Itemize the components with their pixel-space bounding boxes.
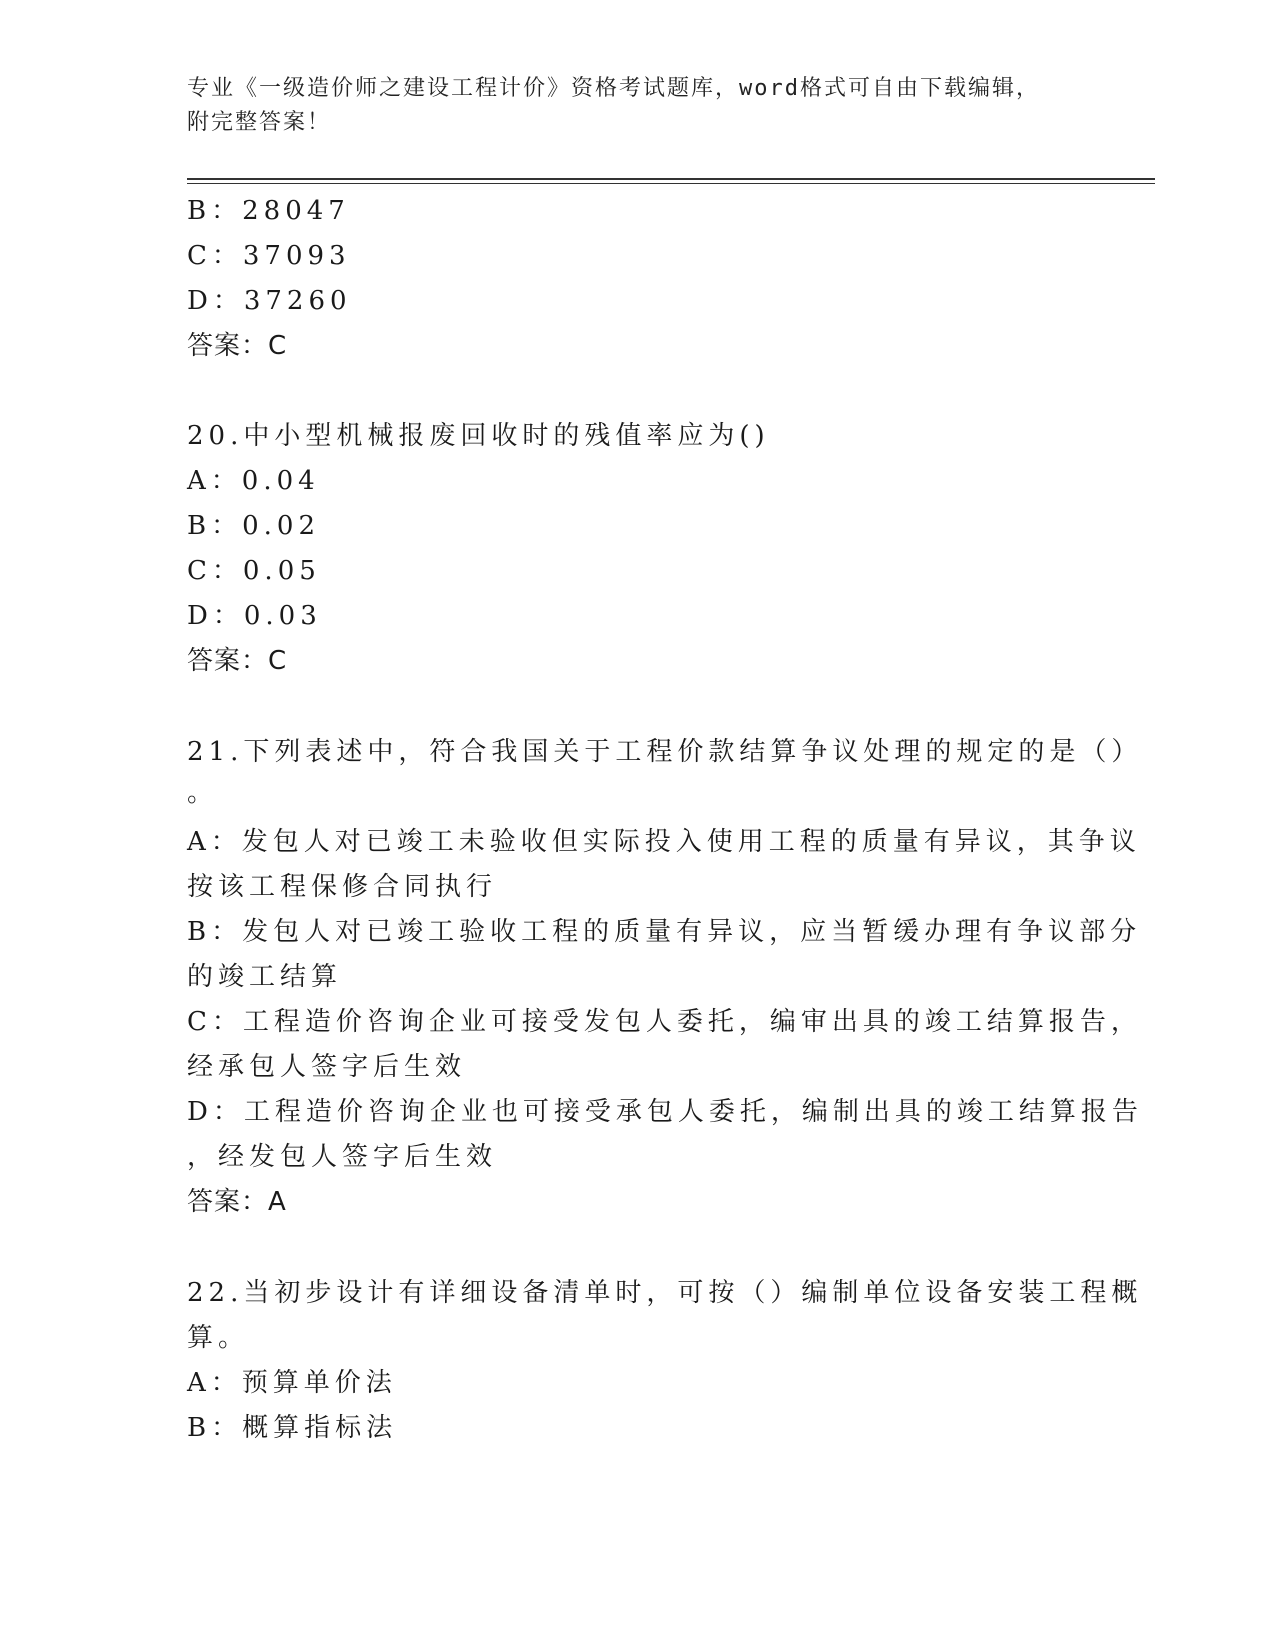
header-line-1: 专业《一级造价师之建设工程计价》资格考试题库，word格式可自由下载编辑， bbox=[187, 76, 1040, 101]
header-line-2: 附完整答案！ bbox=[187, 110, 332, 135]
option-d-continued: ，经发包人签字后生效 bbox=[187, 1142, 498, 1172]
option-b: B：发包人对已竣工验收工程的质量有异议，应当暂缓办理有争议部分 bbox=[187, 917, 1142, 947]
option-a: A：0.04 bbox=[187, 466, 320, 496]
answer-line: 答案：C bbox=[187, 331, 288, 361]
question-21-continued: 。 bbox=[187, 778, 219, 808]
option-d: D：0.03 bbox=[187, 601, 322, 631]
question-22: 22.当初步设计有详细设备清单时，可按（）编制单位设备安装工程概 bbox=[187, 1278, 1143, 1308]
answer-line: 答案：A bbox=[187, 1187, 287, 1217]
option-c: C：工程造价咨询企业可接受发包人委托，编审出具的竣工结算报告， bbox=[187, 1007, 1142, 1037]
option-b: B：概算指标法 bbox=[187, 1413, 398, 1443]
option-d: D：37260 bbox=[187, 286, 352, 316]
answer-line: 答案：C bbox=[187, 646, 288, 676]
option-d: D：工程造价咨询企业也可接受承包人委托，编制出具的竣工结算报告 bbox=[187, 1097, 1143, 1127]
document-header bbox=[187, 72, 1087, 140]
option-a: A：预算单价法 bbox=[187, 1368, 397, 1398]
option-c-continued: 经承包人签字后生效 bbox=[187, 1052, 467, 1082]
header-rule-thick bbox=[187, 178, 1155, 180]
option-b: B：28047 bbox=[187, 196, 350, 226]
option-a-continued: 按该工程保修合同执行 bbox=[187, 872, 498, 902]
option-c: C：0.05 bbox=[187, 556, 321, 586]
question-20: 20.中小型机械报废回收时的残值率应为() bbox=[187, 421, 770, 451]
option-b: B：0.02 bbox=[187, 511, 320, 541]
option-c: C：37093 bbox=[187, 241, 351, 271]
question-21: 21.下列表述中，符合我国关于工程价款结算争议处理的规定的是（） bbox=[187, 737, 1143, 767]
option-a: A：发包人对已竣工未验收但实际投入使用工程的质量有异议，其争议 bbox=[187, 827, 1141, 857]
header-rule-thin bbox=[187, 183, 1155, 184]
question-22-continued: 算。 bbox=[187, 1323, 250, 1353]
option-b-continued: 的竣工结算 bbox=[187, 962, 343, 992]
